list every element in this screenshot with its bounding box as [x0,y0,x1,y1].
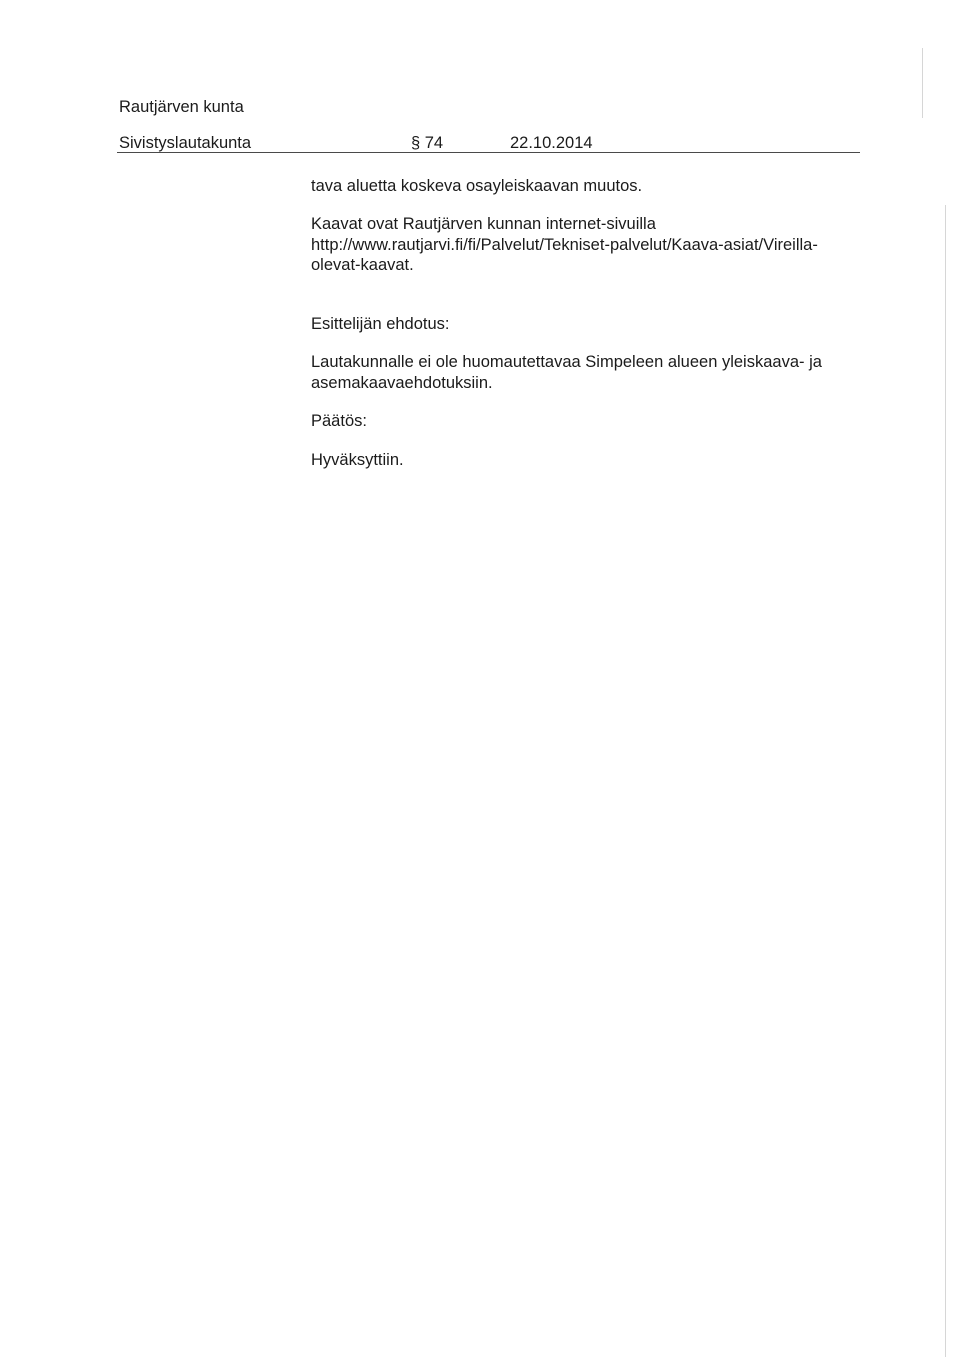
scan-edge-line-right [945,205,946,1357]
proposal-line: asemakaavaehdotuksiin. [311,373,493,392]
plans-url-line-continuation: olevat-kaavat. [311,256,414,274]
decision-heading: Päätös: [311,412,367,430]
plans-url-line: http://www.rautjarvi.fi/fi/Palvelut/Tekniset-palvelut/Kaava-asiat/Vireilla- [311,235,818,254]
scan-edge-line-upper [922,48,923,118]
organization-name: Rautjärven kunta [119,98,244,116]
section-number: § 74 [411,134,444,152]
intro-continuation-text: tava aluetta koskeva osayleiskaavan muutos. [311,177,643,195]
document-header-row [117,135,860,153]
decision-text: Hyväksyttiin. [311,451,404,469]
plans-info-line: Kaavat ovat Rautjärven kunnan internet-sivuilla [311,215,656,233]
proposal-heading: Esittelijän ehdotus: [311,315,450,333]
meeting-date: 22.10.2014 [510,134,593,152]
proposal-paragraph [311,352,822,393]
committee-name: Sivistyslautakunta [119,134,252,152]
plans-info-paragraph [311,214,818,276]
proposal-line: Lautakunnalle ei ole huomautettavaa Simpeleen alueen yleiskaava- ja [311,353,822,371]
